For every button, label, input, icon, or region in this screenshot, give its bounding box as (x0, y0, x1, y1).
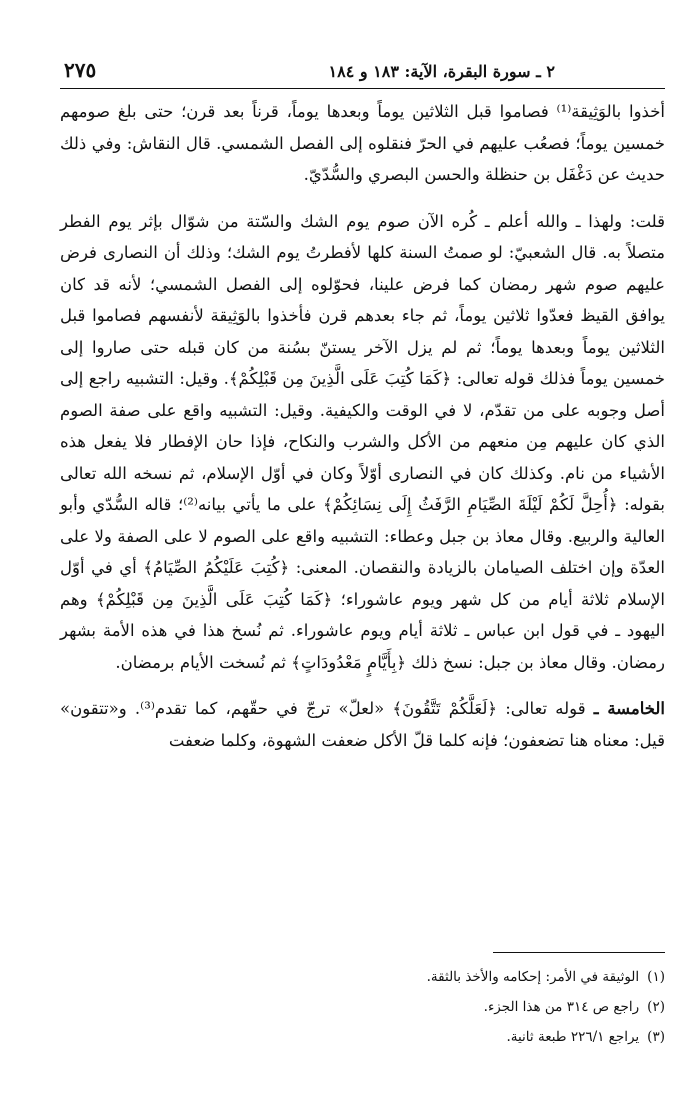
paragraph-3-text: قوله تعالى: ﴿لَعَلَّكُمْ تَتَّقُونَ﴾ «لعلّ» ترجّ في حقّهم، كما تقدم⁽³⁾. و«تتقون» قيل: معناه هنا تضعفون؛ فإنه كلما قلّ الأكل ضعفت الشهوة، وكلما ضعفت (60, 699, 665, 750)
paragraph-2: قلت: ولهذا ـ والله أعلم ـ كُره الآن صوم يوم الشك والسّتة من شوّال بإثر يوم الفطر متصلاً به. قال الشعبيّ: لو صمتُ السنة كلها لأفطرتُ يوم الشك؛ وذلك أن النصارى فرض عليهم صوم شهر رمضان كما فرض علينا، فحوّلوه إلى الفصل الشمسي؛ لأنه قد كان يوافق القيظ فعدّوا ثلاثين يوماً، ثم جاء بعدهم قرن فأخذوا بالوَثِيقة لأنفسهم فصاموا قبل الثلاثين يوماً وبعدها يوماً؛ ثم لم يزل الآخر يستنّ بسُنة من كان قبله حتى صاروا إلى خمسين يوماً فذلك قوله تعالى: ﴿كَمَا كُتِبَ عَلَى الَّذِينَ مِن قَبْلِكُمْ﴾. وقيل: التشبيه راجع إلى أصل وجوبه على من تقدّم، لا في الوقت والكيفية. وقيل: التشبيه واقع على صفة الصوم الذي كان عليهم مِن منعهم من الأكل والشرب والنكاح، فإذا حان الإفطار فلا يفعل هذه الأشياء من نام. وكذلك كان في النصارى أوّلاً وكان في أوّل الإسلام، ثم نسخه الله تعالى بقوله: ﴿أُحِلَّ لَكُمْ لَيْلَةَ الصِّيَامِ الرَّفَثُ إِلَى نِسَائِكُمْ﴾ على ما يأتي بيانه⁽²⁾؛ قاله السُّدّي وأبو العالية والربيع. وقال معاذ بن جبل وعطاء: التشبيه واقع على الصوم لا على الصفة ولا على العدّة وإن اختلف الصيامان بالزيادة والنقصان. المعنى: ﴿كُتِبَ عَلَيْكُمُ الصِّيَامُ﴾ أي في أوّل الإسلام ثلاثة أيام من كل شهر ويوم عاشوراء؛ ﴿كَمَا كُتِبَ عَلَى الَّذِينَ مِن قَبْلِكُمْ﴾ وهم اليهود ـ في قول ابن عباس ـ ثلاثة أيام ويوم عاشوراء. ثم نُسخ هذا في هذه الأمة بشهر رمضان. وقال معاذ بن جبل: نسخ ذلك ﴿بِأَيَّامٍ مَعْدُودَاتٍ﴾ ثم نُسخت الأيام برمضان. (60, 211, 665, 672)
paragraph-3 (60, 693, 665, 756)
footnote-number: (٣) (647, 1029, 665, 1045)
body-text (60, 96, 665, 756)
footnote (60, 992, 665, 1022)
page-number: ٢٧٥ (64, 58, 97, 82)
footnote (60, 1022, 665, 1052)
section-lead: الخامسة ـ (593, 699, 666, 718)
footnote-text: الوثيقة في الأمر: إحكامه والأخذ بالثقة. (426, 969, 640, 985)
footnote-text: يراجع ٢٢٦/١ طبعة ثانية. (506, 1029, 640, 1045)
running-title: ٢ ـ سورة البقرة، الآية: ١٨٣ و ١٨٤ (328, 62, 555, 81)
footnote-rule (493, 952, 665, 953)
running-header (60, 58, 665, 88)
paragraph-1: أخذوا بالوَثِيقة⁽¹⁾ فصاموا قبل الثلاثين يوماً وبعدها يوماً، قرناً بعد قرن؛ حتى بلغ صومهم خمسين يوماً؛ فصعُب عليهم في الحرّ فنقلوه إلى الفصل الشمسي. قال النقاش: وفي ذلك حديث عن دَغْفَل بن حنظلة والحسن البصري والسُّدّيّ. (60, 102, 665, 184)
footnote-text: راجع ص ٣١٤ من هذا الجزء. (483, 999, 640, 1015)
header-rule (60, 88, 665, 89)
footnote-number: (١) (647, 969, 665, 985)
footnote (60, 962, 665, 992)
footnote-number: (٢) (647, 999, 665, 1015)
footnotes (60, 962, 665, 1052)
